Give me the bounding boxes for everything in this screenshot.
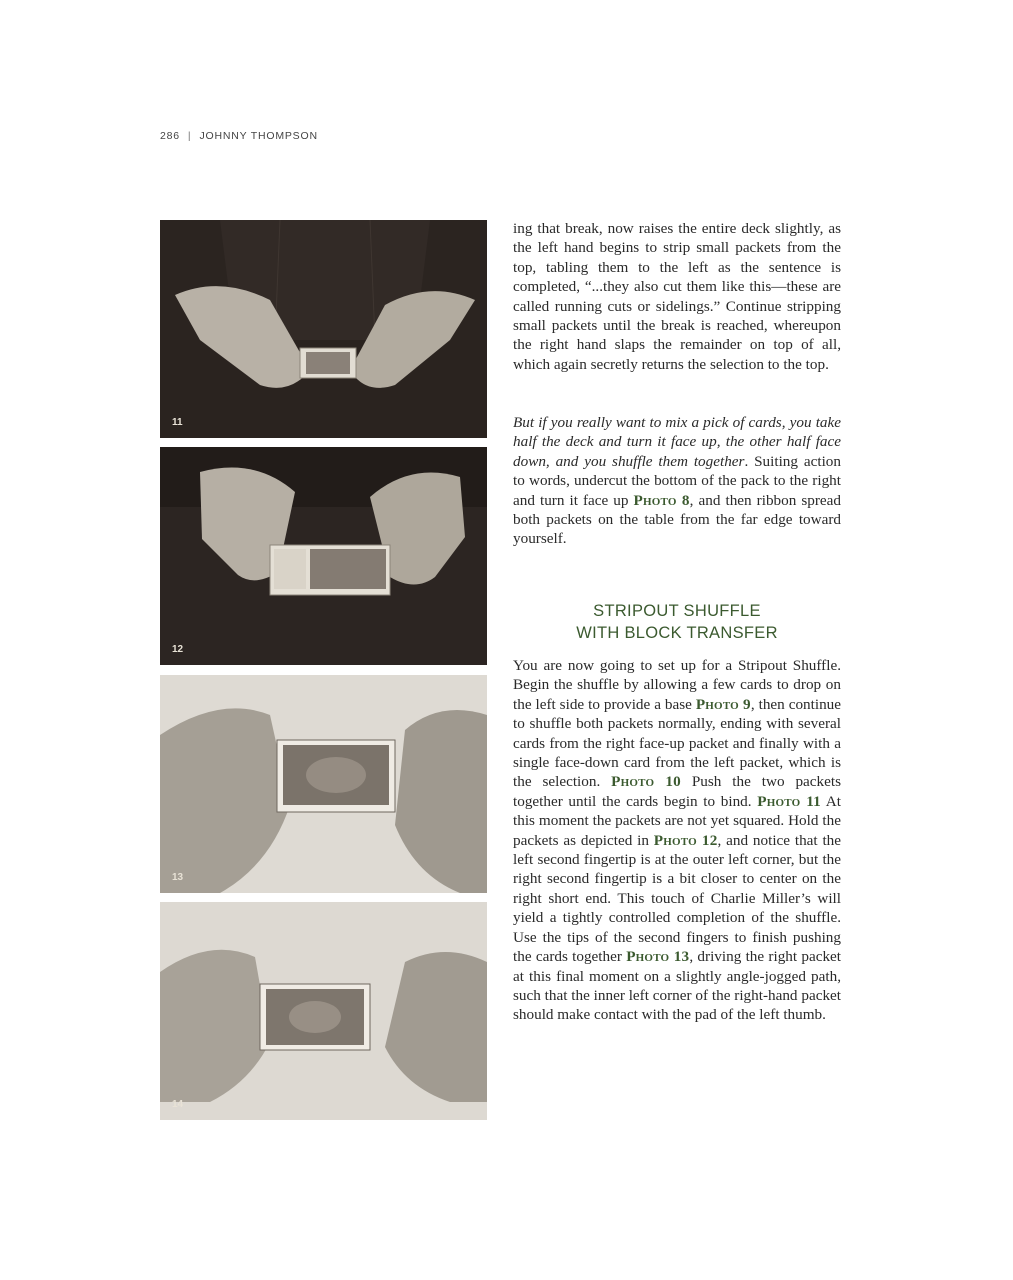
paragraph-2 [513,413,841,549]
photo-number: 11 [172,417,183,428]
photo-14-image [160,902,487,1120]
paragraph-2-text-a: . Suiting action to words, undercut the bottom of the pack to the right and turn it face up [513,452,841,509]
paragraph-3 [513,656,841,1025]
section-heading [513,600,841,644]
photo-ref-13: Photo 13 [626,948,690,966]
author-name: JOHNNY THOMPSON [199,130,318,142]
running-head [160,130,318,142]
photo-number: 12 [172,644,184,655]
paragraph-2-block [513,413,841,549]
photo-ref-10: Photo 10 [611,773,681,791]
paragraph-3-block [513,656,841,1025]
photo-11-image [160,220,487,438]
photo-number: 14 [172,1099,184,1110]
p3-text-6: , driving the right packet at this final moment on a slightly angle-jogged path, such that the inner left corner of the right-hand packet should make contact with the pad of the left thumb. [513,948,842,1024]
p3-text-5: , and notice that the left second fingertip is at the outer left corner, but the right second fingertip is a bit closer to center on the right short end. This touch of Charlie Miller’s will yield a tightly controlled completion of the shuffle. Use the tips of the second fingers to finish pushing the cards together [513,831,842,966]
photo-number: 13 [172,872,184,883]
section-heading-line-1: STRIPOUT SHUFFLE [593,602,761,620]
photo-ref-8: Photo 8 [633,491,690,509]
photo-ref-12: Photo 12 [653,831,718,849]
italic-patter: But if you really want to mix a pick of cards, you take half the deck and turn it face up, the other half face down, and you shuffle them together [513,414,841,470]
paragraph-2-text-b: , and then ribbon spread both packets on the table from the far edge toward yourself. [513,491,841,548]
photo-12 [160,447,487,665]
paragraph-1: ing that break, now raises the entire deck slightly, as the left hand begins to strip small packets from the top, tabling them to the left as the sentence is completed, “...they also cut them like this—these are called running cuts or sidelings.” Continue stripping small packets until the break is reached, whereupon the right hand slaps the remainder on top of all, which again secretly returns the selection to the top. [513,220,841,373]
p3-text-1: You are now going to set up for a Stripout Shuffle. Begin the shuffle by allowing a few cards to drop on the left side to provide a base [513,657,841,713]
photo-13 [160,675,487,893]
page-number: 286 [160,130,180,142]
p3-text-2: , then continue to shuffle both packets normally, ending with several cards from the right face-up packet and finally with a single face-down card from the left packet, which is the selection. [513,695,841,791]
photo-ref-9: Photo 9 [695,695,751,713]
photo-ref-11: Photo 11 [757,792,821,810]
section-heading-line-2: WITH BLOCK TRANSFER [576,624,778,642]
paragraph-continued [513,219,841,374]
photo-11 [160,220,487,438]
header-separator: | [187,130,192,142]
photo-12-image [160,447,487,665]
photo-13-image [160,675,487,893]
p3-text-3: Push the two packets together until the cards begin to bind. [513,773,841,810]
photo-14 [160,902,487,1120]
p3-text-4: At this moment the packets are not yet squared. Hold the packets as depicted in [513,792,841,849]
